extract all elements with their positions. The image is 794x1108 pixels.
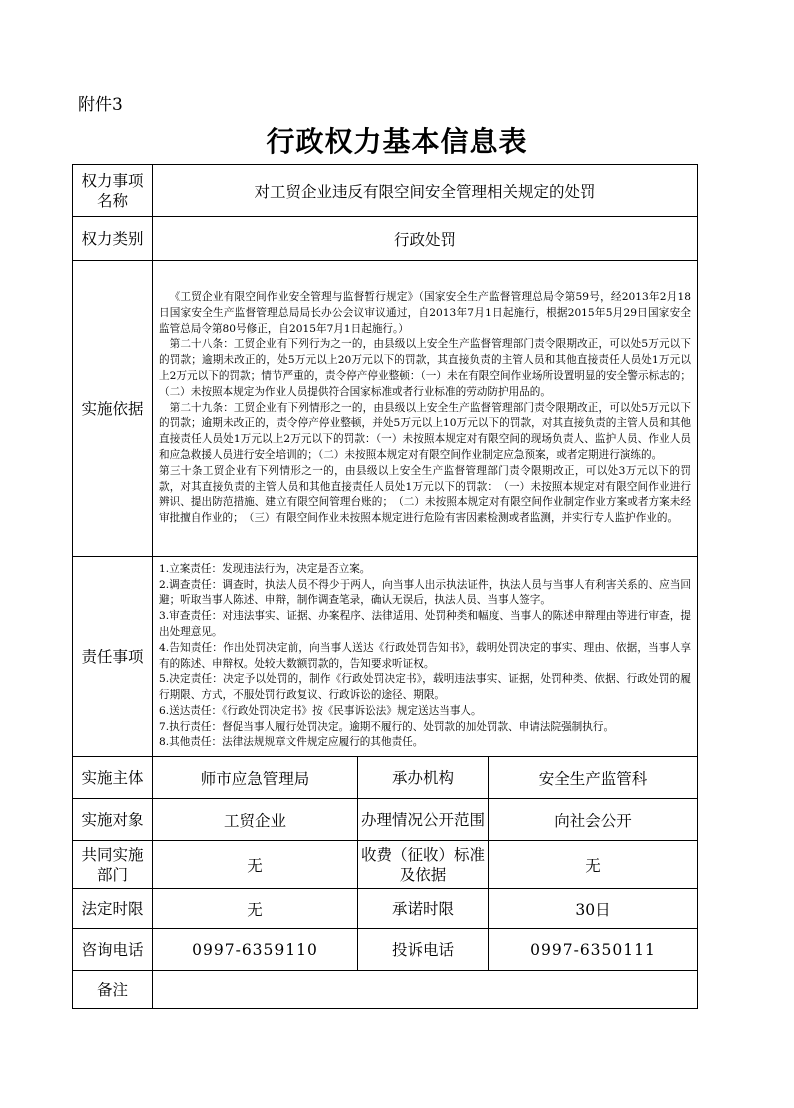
responsibility-item: 6.送达责任：《行政处罚决定书》按《民事诉讼法》规定送达当事人。 [159, 704, 482, 717]
consult-phone-value: 0997-6359110 [153, 929, 358, 971]
category-value: 行政处罚 [153, 217, 698, 261]
agency-label: 承办机构 [358, 757, 489, 799]
remark-label: 备注 [73, 971, 153, 1009]
basis-label: 实施依据 [73, 261, 153, 557]
remark-value [153, 971, 698, 1009]
page-title: 行政权力基本信息表 [266, 125, 528, 158]
complaint-phone-value: 0997-6350111 [489, 929, 698, 971]
responsibility-item: 3.审查责任：对违法事实、证据、办案程序、法律适用、处罚种类和幅度、当事人的陈述申辩理由等进行审查，提出处理意见。 [159, 610, 692, 638]
fee-label [358, 841, 489, 889]
attachment-label: 附件3 [78, 95, 123, 115]
responsibility-item: 5.决定责任：决定予以处罚的，制作《行政处罚决定书》，载明违法事实、证据，处罚种类、依据、行政处罚的履行期限、方式，不服处罚行政复议、行政诉讼的途径、期限。 [159, 673, 692, 702]
row-item-name [73, 165, 698, 217]
row-target [73, 799, 698, 841]
disclosure-value: 向社会公开 [489, 799, 698, 841]
responsibility-item: 4.告知责任：作出处罚决定前，向当事人送达《行政处罚告知书》，载明处罚决定的事实、理由、依据，当事人享有的陈述、申辩权。处较大数额罚款的，告知要求听证权。 [159, 641, 692, 670]
basis-content [153, 261, 698, 557]
responsibility-label: 责任事项 [73, 557, 153, 757]
subject-value: 师市应急管理局 [153, 757, 358, 799]
responsibility-item: 1.立案责任：发现违法行为，决定是否立案。 [159, 562, 371, 575]
item-name-value: 对工贸企业违反有限空间安全管理相关规定的处罚 [153, 165, 698, 217]
row-subject [73, 757, 698, 799]
joint-label [73, 841, 153, 889]
subject-label: 实施主体 [73, 757, 153, 799]
basis-paragraph: 《工贸企业有限空间作业安全管理与监督暂行规定》（国家安全生产监督管理总局令第59号，经2013年2月18日国家安全生产监督管理总局局长办公会议审议通过，自2013年7月1日起施行，根据2015年5月29日国家安全监管总局令第80号修正，自2015年7月1日起施行。） [159, 291, 692, 335]
fee-value: 无 [489, 841, 698, 889]
responsibility-content [153, 557, 698, 757]
disclosure-label: 办理情况公开范围 [358, 799, 489, 841]
row-responsibility [73, 557, 698, 757]
info-table [72, 164, 698, 1009]
item-name-label [73, 165, 153, 217]
time-limit-value: 无 [153, 889, 358, 929]
fee-label-text: 收费（征收）标准 及依据 [360, 845, 485, 884]
joint-value: 无 [153, 841, 358, 889]
promise-limit-label: 承诺时限 [358, 889, 489, 929]
row-category [73, 217, 698, 261]
responsibility-item: 7.执行责任：督促当事人履行处罚决定。逾期不履行的、处罚款的加处罚款、申请法院强制执行。 [159, 720, 615, 733]
consult-phone-label: 咨询电话 [73, 929, 153, 971]
basis-paragraph: 第三十条工贸企业有下列情形之一的，由县级以上安全生产监督管理部门责令限期改正，可以处3万元以下的罚款，对其直接负责的主管人员和其他直接责任人员处1万元以下的罚款： （一）未按照本规定对有限空间作业进行辨识、提出防范措施、建立有限空间管理台账的； （二）未按照本规定对有限空间作业制定作业方案或者方案未经审批擅自作业的； （三）有限空间作业未按照本规定进行危险有害因素检测或者监测，并实行专人监护作业的。 [159, 464, 692, 525]
row-joint [73, 841, 698, 889]
item-name-label-text: 权力事项 名称 [81, 171, 144, 210]
row-remark [73, 971, 698, 1009]
promise-limit-value: 30日 [489, 889, 698, 929]
row-time-limit [73, 889, 698, 929]
complaint-phone-label: 投诉电话 [358, 929, 489, 971]
joint-label-text: 共同实施 部门 [81, 845, 144, 884]
category-label: 权力类别 [73, 217, 153, 261]
basis-paragraph: 第二十八条：工贸企业有下列行为之一的，由县级以上安全生产监督管理部门责令限期改正，可以处5万元以下的罚款；逾期未改正的，处5万元以上20万元以下的罚款，其直接负责的主管人员和其他直接责任人员处1万元以上2万元以下的罚款；情节严重的，责令停产停业整顿：（一）未在有限空间作业场所设置明显的安全警示标志的；（二）未按照本规定为作业人员提供符合国家标准或者行业标准的劳动防护用品的。 [159, 338, 692, 398]
time-limit-label: 法定时限 [73, 889, 153, 929]
target-value: 工贸企业 [153, 799, 358, 841]
target-label: 实施对象 [73, 799, 153, 841]
responsibility-item: 2.调查责任：调查时，执法人员不得少于两人，向当事人出示执法证件，执法人员与当事人有利害关系的、应当回避；听取当事人陈述、申辩，制作调查笔录，确认无误后，执法人员、当事人签字。 [159, 578, 692, 607]
agency-value: 安全生产监管科 [489, 757, 698, 799]
row-basis [73, 261, 698, 557]
basis-paragraph: 第二十九条：工贸企业有下列情形之一的，由县级以上安全生产监督管理部门责令限期改正，可以处5万元以下的罚款；逾期未改正的，责令停产停业整顿，并处5万元以上10万元以下的罚款，对其直接负责的主管人员和其他直接责任人员处1万元以上2万元以下的罚款：（一）未按照本规定对有限空间的现场负责人、监护人员、作业人员和应急救援人员进行安全培训的；（二）未按照本规定对有限空间作业制定应急预案，或者定期进行演练的。 [159, 401, 692, 461]
row-phone [73, 929, 698, 971]
responsibility-item: 8.其他责任：法律法规规章文件规定应履行的其他责任。 [159, 736, 424, 749]
